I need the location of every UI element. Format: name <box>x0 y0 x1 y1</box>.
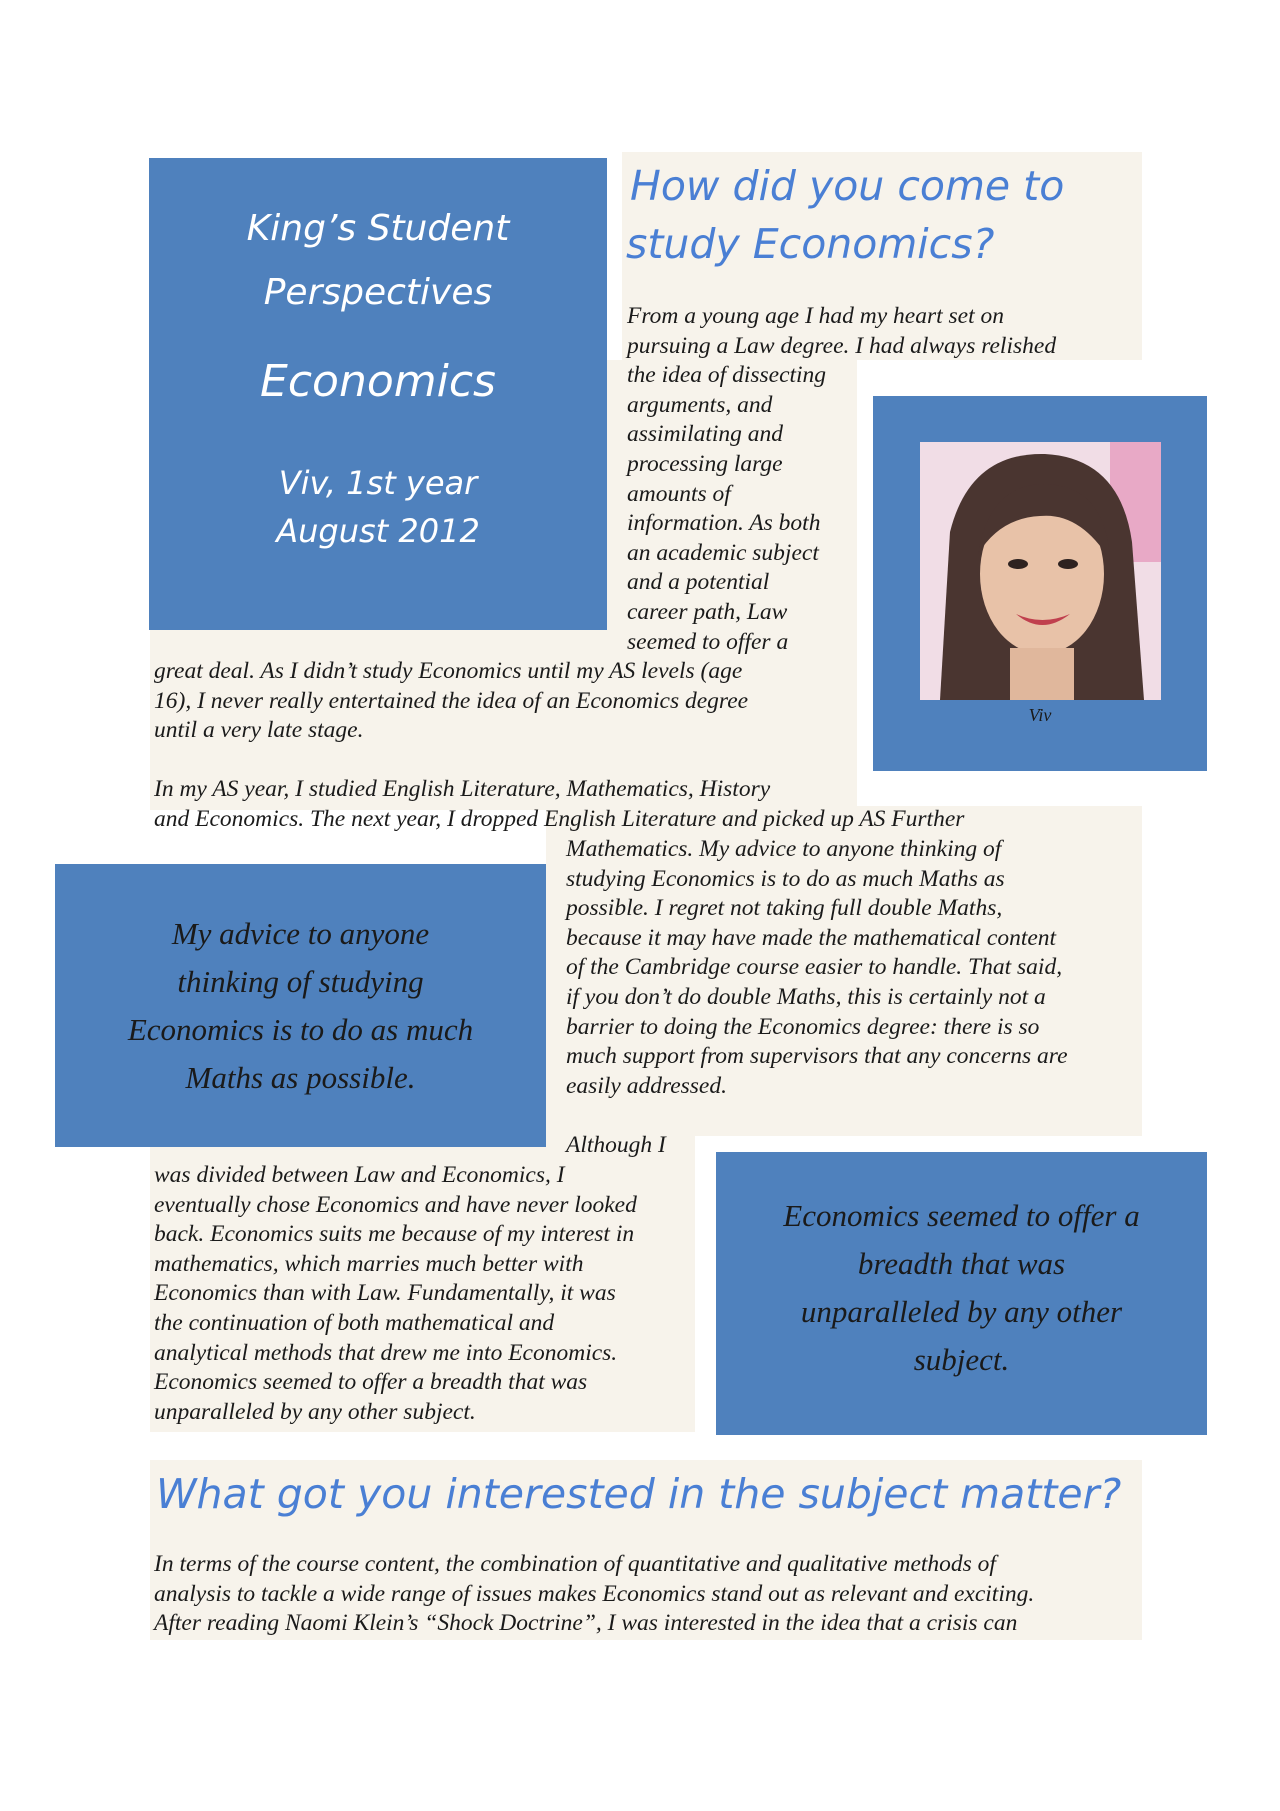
body-line: seemed to offer a <box>627 628 789 655</box>
pull-quote-1-line: thinking of studying <box>177 964 424 999</box>
body-line: 16), I never really entertained the idea of an Economics degree <box>154 687 749 714</box>
body-line: and Economics. The next year, I dropped English Literature and picked up AS Further <box>154 805 965 832</box>
pull-quote-2-line: Economics seemed to offer a <box>783 1198 1140 1233</box>
section1-heading-line-2: study Economics? <box>626 220 995 268</box>
body-line: After reading Naomi Klein’s “Shock Doctrine”, I was interested in the idea that a crisis can <box>154 1610 1018 1637</box>
body-line: pursuing a Law degree. I had always relished <box>627 332 1057 359</box>
section2-body <box>154 1550 1034 1639</box>
body-line: processing large <box>627 450 783 477</box>
title-box <box>149 158 607 630</box>
body-line: the idea of dissecting <box>627 362 827 389</box>
body-line: the continuation of both mathematical and <box>154 1309 555 1336</box>
body-line: analytical methods that drew me into Economics. <box>154 1339 618 1366</box>
body-line: eventually chose Economics and have never looked <box>154 1191 637 1218</box>
body-line: information. As both <box>627 510 821 537</box>
body-line: of the Cambridge course easier to handle. That said, <box>566 954 1063 981</box>
body-line: if you don’t do double Maths, this is certainly not a <box>566 983 1046 1010</box>
body-line: amounts of <box>627 480 731 507</box>
body-line: an academic subject <box>627 539 819 566</box>
date-line: August 2012 <box>276 512 480 550</box>
body-line: barrier to doing the Economics degree: there is so <box>566 1013 1040 1040</box>
body-line: until a very late stage. <box>154 717 364 744</box>
photo-caption: Viv <box>1028 705 1052 725</box>
body-line: assimilating and <box>627 421 784 448</box>
body-line: was divided between Law and Economics, I <box>154 1162 565 1188</box>
body-text-block-c <box>566 835 1068 1161</box>
pull-quote-2-line: subject. <box>913 1342 1010 1377</box>
body-line: career path, Law <box>627 598 788 625</box>
body-line: mathematics, which marries much better with <box>154 1250 584 1277</box>
body-line: because it may have made the mathematical content <box>566 924 1057 951</box>
pull-quote-2-line: unparalleled by any other <box>800 1294 1123 1329</box>
subject-title: Economics <box>260 356 496 407</box>
body-line: arguments, and <box>627 391 773 418</box>
pull-quote-1-line: My advice to anyone <box>171 916 430 951</box>
body-line: Although I <box>566 1131 666 1158</box>
body-line: Economics seemed to offer a breadth that was <box>154 1369 588 1396</box>
body-line: From a young age I had my heart set on <box>627 303 1005 329</box>
pull-quote-2-line: breadth that was <box>857 1246 1066 1281</box>
author-line: Viv, 1st year <box>278 464 478 502</box>
title-line-2: Perspectives <box>263 272 493 313</box>
body-line: possible. I regret not taking full double Maths, <box>566 895 1003 922</box>
body-text-block-b <box>154 657 964 835</box>
body-text-block-a <box>627 302 1056 657</box>
body-line: unparalleled by any other subject. <box>154 1398 476 1425</box>
pull-quote-1-line: Economics is to do as much <box>127 1012 474 1047</box>
body-line: analysis to tackle a wide range of issues makes Economics stand out as relevant and exciting. <box>154 1580 1035 1607</box>
section2-heading: What got you interested in the subject matter? <box>156 1470 1122 1518</box>
section1-heading-line-1: How did you come to <box>630 162 1065 210</box>
body-line: easily addressed. <box>566 1072 727 1099</box>
body-line: and a potential <box>627 569 770 596</box>
pull-quote-2 <box>716 1152 1207 1435</box>
body-line: Economics than with Law. Fundamentally, it was <box>154 1280 616 1307</box>
body-line: back. Economics suits me because of my interest in <box>154 1221 635 1248</box>
body-line: In terms of the course content, the combination of quantitative and qualitative methods of <box>154 1551 996 1577</box>
body-text-block-d <box>154 1161 637 1427</box>
pull-quote-1 <box>55 864 546 1147</box>
title-line-1: King’s Student <box>246 208 510 249</box>
body-line: Mathematics. My advice to anyone thinking of <box>566 836 1002 862</box>
body-line: studying Economics is to do as much Maths as <box>566 865 1005 892</box>
body-line: great deal. As I didn’t study Economics until my AS levels (age <box>154 658 743 684</box>
pull-quote-1-line: Maths as possible. <box>185 1060 416 1095</box>
body-line: In my AS year, I studied English Literature, Mathematics, History <box>154 776 771 803</box>
body-line: much support from supervisors that any concerns are <box>566 1043 1068 1070</box>
